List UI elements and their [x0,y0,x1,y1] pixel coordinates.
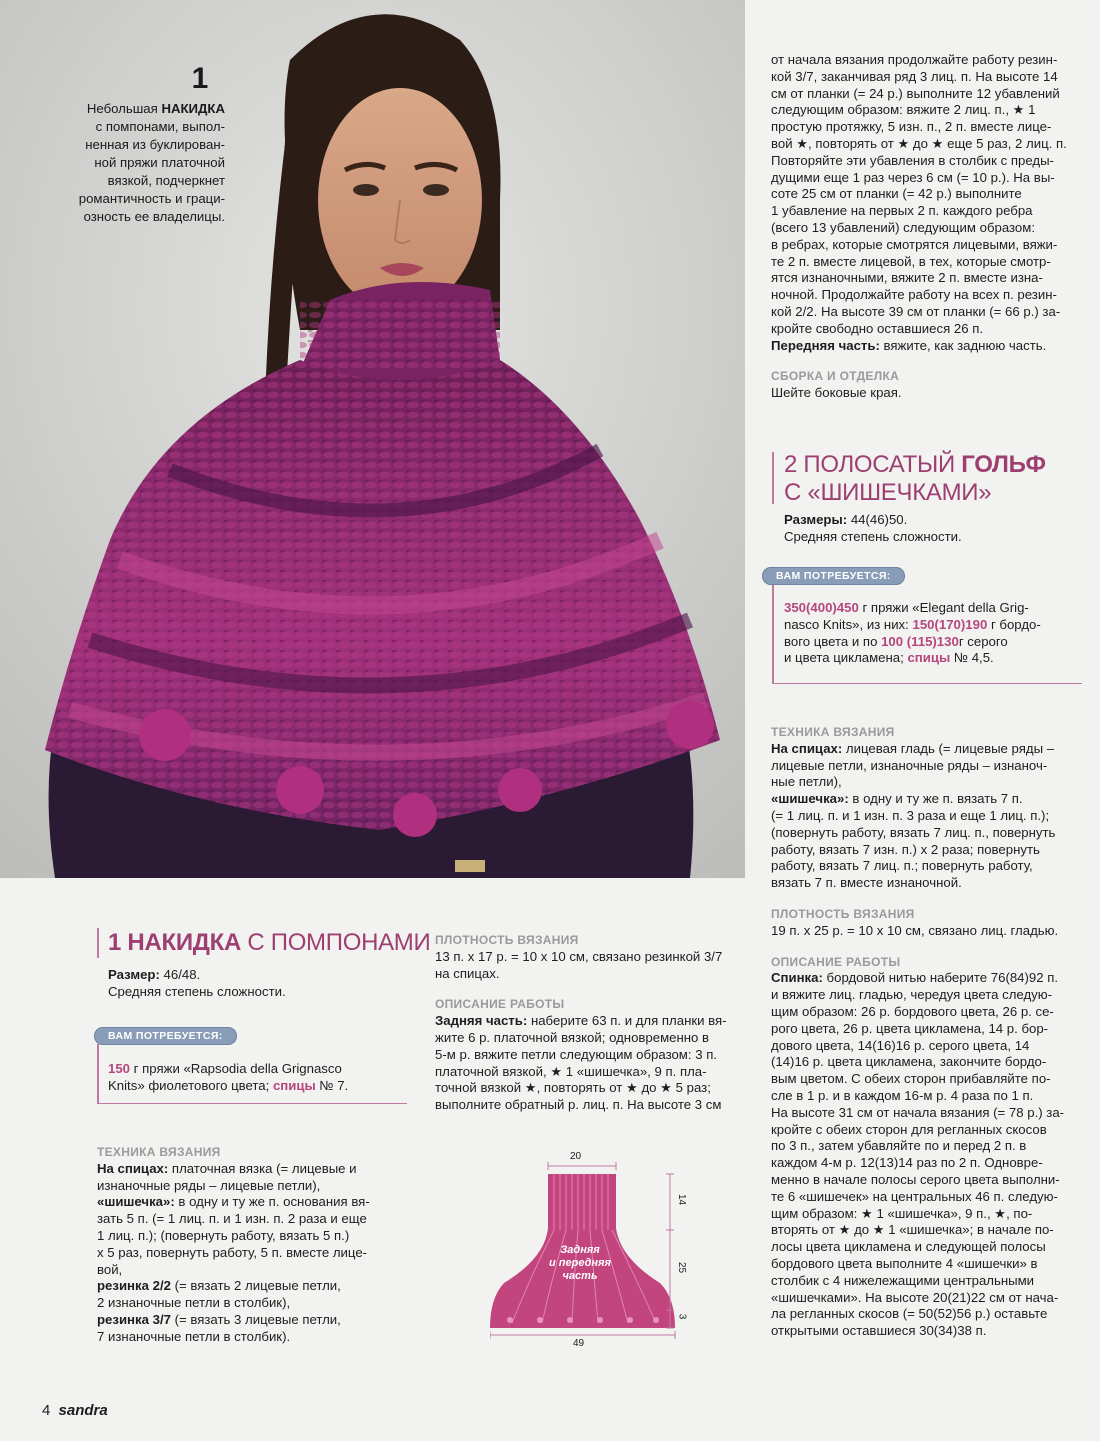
front-part-label: Передняя часть: [771,337,880,353]
text-line: ночной. Продолжайте работу на всех п. резин- [771,287,1057,303]
text-line: каждом 4-м р. 12(13)14 раз по 2 п. Одновре- [771,1155,1043,1171]
text-line: работу, вязать 7 лиц. п.; повернуть работу, [771,858,1033,874]
technique-text-1 [97,1161,407,1346]
assembly-heading: СБОРКА И ОТДЕЛКА [771,369,900,384]
text-line: 13 п. х 17 р. = 10 х 10 см, связано резинкой 3/7 [435,948,723,964]
text-line: зать 5 п. (= 1 лиц. п. и 1 изн. п. 2 раза и еще [97,1211,367,1227]
work-heading-1: ОПИСАНИЕ РАБОТЫ [435,997,565,1012]
text-line: резинка 3/7 (= вязать 3 лицевые петли, [97,1311,341,1327]
text-line: выполните обратный р. лиц. п. На высоте 3 см [435,1097,722,1113]
front-part-text: вяжите, как заднюю часть. [879,337,1047,353]
text-line: (всего 13 убавлений) следующим образом: [771,219,1035,235]
text-line: точной вязкой ★, повторять от ★ до ★ 5 раз; [435,1080,711,1096]
text-line: вязать 7 п. вместе изнаночной. [771,875,962,891]
needles-label: спицы [907,650,951,666]
technique-heading-1: ТЕХНИКА ВЯЗАНИЯ [97,1145,221,1159]
text-line: вой, [97,1261,123,1277]
text-line: Спинка: бордовой нитью наберите 76(84)92 п. [771,970,1059,986]
term-label: Задняя часть: [435,1013,528,1029]
model2-title-line2: С «ШИШЕЧКАМИ» [784,479,992,506]
need-side-line-1 [97,1044,99,1103]
term-label: «шишечка»: [771,791,849,807]
text-line: ятся изнаночными, вяжите 2 п. вместе изна- [771,270,1043,286]
schema-label-line: часть [562,1270,598,1282]
text-line: (= 1 лиц. п. и 1 изн. п. 3 раза и еще 1 лиц. п.); [771,807,1050,823]
yarn1-desc2: Knits» фиолетового цвета; [108,1077,273,1093]
term-label: На спицах: [771,740,843,756]
text-line: щим образом: 26 р. бордового цвета, 26 р. се- [771,1003,1054,1019]
title-accent-line-1 [97,928,99,958]
schema-bottom-dim: 49 [573,1338,585,1349]
yarn1-desc: г пряжи «Rapsodia della Grignasco [130,1061,342,1076]
text-line: см от планки (= 24 р.) выполните 12 убавлений [771,85,1060,101]
need-pill-1: ВАМ ПОТРЕБУЕТСЯ: [94,1027,237,1045]
right-column-top [771,52,1080,402]
text-line: по 3 п., затем убавляйте по и перед 2 п. в [771,1138,1027,1154]
text-line: щим образом: ★ 1 «шишечка», 9 п., ★, по- [771,1205,1033,1221]
text-line: На спицах: платочная вязка (= лицевые и [97,1160,357,1176]
caption-line: озность ее владелицы. [83,209,225,224]
text-line: кройте с обеих сторон для регланных скосов [771,1121,1047,1137]
model1-number: 1 [108,929,122,956]
term-label: Спинка: [771,970,823,986]
text-line: х 5 раз, повернуть работу, 5 п. вместе лице- [97,1244,368,1260]
text-line: изнаночные ряды – лицевые петли), [97,1177,321,1193]
schema-h3: 3 [676,1313,688,1320]
caption-line: с помпонами, выпол- [95,119,225,134]
text-line: ла регланных скосов (= 50(52)56 р.) оставьте [771,1306,1048,1322]
difficulty: Средняя степень сложности. [784,528,962,544]
needles1-label: спицы [272,1077,316,1093]
text-line: Задняя часть: наберите 63 п. и для планки вя- [435,1013,727,1029]
term-label: резинка 3/7 [97,1311,171,1327]
model1-middle-column [435,932,745,1114]
model2-title-a: ПОЛОСАТЫЙ [797,451,962,478]
need-underline-1 [97,1103,407,1104]
text-line: «шишечками». На высоте 20(21)22 см от нача- [771,1289,1059,1305]
yarn1-amount: 150 [108,1061,131,1076]
need-underline [772,683,1082,684]
text-line: 2 изнаночные петли в столбик), [97,1295,291,1311]
model1-title [108,929,430,957]
photo-caption [55,62,225,226]
model1-materials [108,1061,408,1095]
model1-title-a: НАКИДКА [121,929,248,956]
yarn-desc4: вого цвета и по [784,633,882,649]
text-line: в ребрах, которые смотрятся лицевыми, вяжи- [771,236,1058,252]
text-line: кой 2/2. На высоте 39 см от планки (= 66 р.) за- [771,303,1061,319]
model1-size [108,967,408,1001]
model2-technique [771,724,1080,1340]
text-line: лосы цвета цикламена и следующей полосы [771,1239,1046,1255]
sizes-value: 44(46)50. [847,512,908,527]
schema-top-dim: 20 [570,1151,582,1162]
work-heading-2: ОПИСАНИЕ РАБОТЫ [771,954,901,969]
need-pill: ВАМ ПОТРЕБУЕТСЯ: [762,567,905,585]
text-line: рого цвета, 26 р. цвета цикламена, 14 р. бор- [771,1020,1049,1036]
difficulty-1: Средняя степень сложности. [108,983,286,999]
text-line: дущими еще 1 раз через 6 см (= 10 р.). На вы- [771,169,1055,185]
needles-size: № 4,5. [950,650,994,666]
model2-sizes [784,512,1080,546]
text-line: жите 6 р. платочной вязкой; одновременно в [435,1029,710,1045]
schema-h2: 25 [676,1261,688,1274]
text-line: соте 25 см от планки (= 42 р.) выполните [771,186,1022,202]
term-label: На спицах: [97,1160,169,1176]
density-heading-2: ПЛОТНОСТЬ ВЯЗАНИЯ [771,906,915,921]
model1-title-b: С ПОМПОНАМИ [247,929,431,956]
text-line: менно в начале полосы серого цвета выполни- [771,1171,1060,1187]
text-line: (повернуть работу, вязать 7 лиц. п., повернуть [771,824,1056,840]
schema-label-line: Задняя [560,1244,600,1256]
technique-heading-2: ТЕХНИКА ВЯЗАНИЯ [771,725,895,739]
text-line: платочной вязкой, ★ 1 «шишечка», 9 п. пла- [435,1063,707,1079]
text-line: простую протяжку, 5 изн. п., 2 п. вместе лице- [771,119,1052,135]
caption-line: романтичность и граци- [78,191,225,206]
caption-line: Небольшая НАКИДКА [86,101,225,116]
text-line: бордового цвета выполните 4 «шишечки» в [771,1255,1038,1271]
schema-label-line: и передняя [549,1257,611,1269]
density-heading-1: ПЛОТНОСТЬ ВЯЗАНИЯ [435,933,579,947]
caption-number: 1 [191,62,209,95]
text-line: те 6 «шишечек» на центральных 46 п. следую- [771,1188,1058,1204]
size-value: 46/48. [159,967,201,982]
needles1-size: № 7. [315,1077,349,1093]
model2-materials [784,600,1080,667]
term-label: «шишечка»: [97,1194,175,1210]
yarn-grey-amount: 100 (115)130 [881,633,959,649]
text-line: открытыми оставшиеся 30(34)38 п. [771,1323,987,1339]
text-line: на спицах. [435,965,500,981]
magazine-brand: sandra [58,1402,108,1419]
text-line: ные петли), [771,774,842,790]
yarn-desc6: и цвета цикламена; [784,650,908,666]
model2-number: 2 [784,451,798,478]
front-part-paragraph [771,338,1080,355]
text-line: вым цветом. С обеих сторон прибавляйте по- [771,1071,1051,1087]
footer [42,1402,108,1419]
text-line: столбик с 4 нижележащими центральными [771,1272,1035,1288]
text-line: работу, вязать 7 изн. п.) х 2 раза; повернуть [771,841,1040,857]
caption-text [55,100,225,226]
yarn-desc2: nasco Knits», из них: [784,616,913,632]
yarn-desc: г пряжи «Elegant della Grig- [858,600,1029,615]
continuation-text [771,52,1080,338]
term-label: резинка 2/2 [97,1278,171,1294]
text-line: кройте свободно оставшиеся 26 п. [771,320,984,336]
text-line: вторять от ★ до ★ 1 «шишечка»; в начале по- [771,1222,1054,1238]
sizes-label: Размеры: [784,512,848,527]
yarn-desc5: г серого [958,633,1008,649]
text-line: следующим образом: вяжите 2 лиц. п., ★ 1 [771,102,1036,118]
schema-label [535,1244,625,1283]
schema-h1: 14 [676,1193,688,1206]
text-line: те 2 п. вместе лицевой, в тех, которые смотр- [771,253,1051,269]
text-line: 7 изнаночные петли в столбик). [97,1328,291,1344]
model2-title [784,451,1046,507]
caption-line: ненная из буклирован- [85,137,225,152]
yarn-desc3: г бордо- [987,616,1041,632]
assembly-text: Шейте боковые края. [771,385,902,401]
text-line: кой 3/7, заканчивая ряд 3 лиц. п. На высоте 14 [771,68,1058,84]
model2-need-badge [762,566,905,585]
pattern-schema [490,1148,710,1348]
text-line: 5-м р. вяжите петли следующим образом: 3 п. [435,1046,718,1062]
text-line: резинка 2/2 (= вязать 2 лицевые петли, [97,1278,341,1294]
work-text-2 [771,970,1080,1340]
need-side-line [772,585,774,683]
text-line: На высоте 31 см от начала вязания (= 78 р.) за- [771,1104,1065,1120]
text-line: и вяжите лиц. гладью, чередуя цвета следую- [771,987,1053,1003]
density-text-2: 19 п. х 25 р. = 10 х 10 см, связано лиц. гладью. [771,922,1059,938]
text-line: дового цвета, 14(16)16 р. серого цвета, 14 [771,1037,1030,1053]
model1-need-badge [94,1026,237,1045]
density-text-1 [435,949,745,983]
yarn-amount: 350(400)450 [784,600,859,615]
text-line: Повторяйте эти убавления в столбик с преды- [771,152,1054,168]
text-line: лицевые петли, изнаночные ряды – изнаноч- [771,757,1048,773]
text-line: «шишечка»: в одну и ту же п. основания вя- [97,1194,370,1210]
title-accent-line [772,452,774,504]
technique-text-2 [771,741,1080,892]
work-text-1 [435,1013,745,1114]
text-line: вой ★, повторять от ★ до ★ еще 5 раз, 2 лиц. п. [771,135,1067,151]
model-photo [0,0,745,878]
text-line: 1 убавление на первых 2 п. каждого ребра [771,203,1033,219]
yarn-bordo-amount: 150(170)190 [912,616,988,632]
model1-technique [97,1144,407,1346]
size-label: Размер: [108,967,160,982]
text-line: На спицах: лицевая гладь (= лицевые ряды – [771,740,1055,756]
text-line: сле в 1 р. и в каждом 16-м р. 4 раза по 1 п. [771,1087,1034,1103]
page-number: 4 [42,1402,51,1419]
text-line: «шишечка»: в одну и ту же п. вязать 7 п. [771,791,1023,807]
model2-title-b: ГОЛЬФ [961,451,1046,478]
text-line: от начала вязания продолжайте работу резин- [771,52,1058,67]
caption-line: вязкой, подчеркнет [107,173,225,188]
caption-line: ной пряжи платочной [94,155,225,170]
text-line: 1 лиц. п.); (повернуть работу, вязать 5 п.) [97,1227,350,1243]
text-line: (14)16 р. цвета цикламена, закончите бордо- [771,1054,1047,1070]
